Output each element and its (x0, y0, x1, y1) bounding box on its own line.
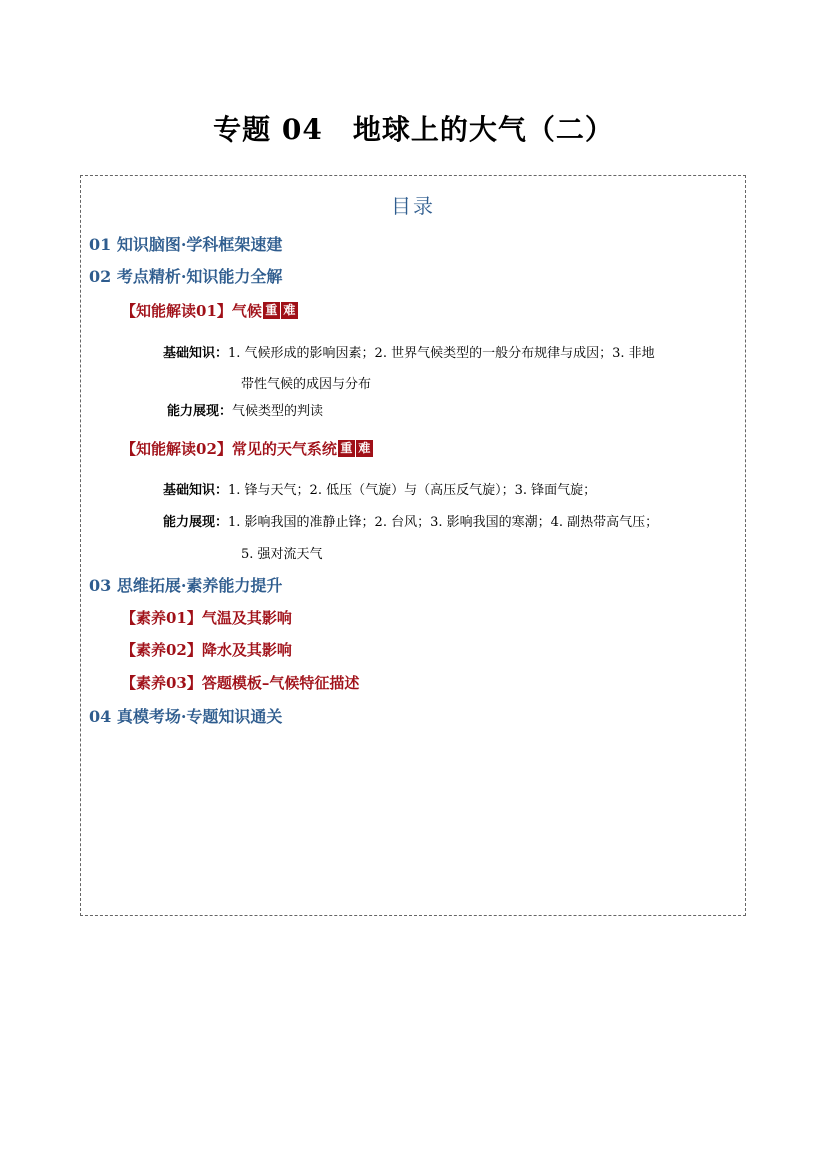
title-part-2: 地球上的大气（二） (352, 113, 614, 146)
knowledge-02-label: 【知能解读02】常见的天气系统 (121, 440, 337, 458)
knowledge-01-basic-cont: 带性气候的成因与分布 (241, 377, 372, 392)
key-point-badge: 重 (263, 302, 280, 319)
ability-label: 能力展现： (163, 515, 229, 530)
page-title (0, 108, 827, 148)
basic-knowledge-label: 基础知识： (163, 483, 229, 498)
knowledge-02-ability-cont: 5. 强对流天气 (241, 547, 323, 562)
toc-literacy-03[interactable]: 【素养03】答题模板–气候特征描述 (121, 674, 360, 692)
difficult-badge: 难 (281, 302, 298, 319)
toc-literacy-01[interactable]: 【素养01】气温及其影响 (121, 609, 292, 627)
toc-literacy-02[interactable]: 【素养02】降水及其影响 (121, 641, 292, 659)
basic-knowledge-text: 1. 锋与天气；2. 低压（气旋）与（高压反气旋）；3. 锋面气旋； (228, 483, 597, 498)
knowledge-02-basic (163, 479, 596, 498)
toc-section-04[interactable]: 04 真模考场·专题知识通关 (89, 707, 283, 726)
key-point-badge: 重 (338, 440, 355, 457)
basic-knowledge-label: 基础知识： (163, 346, 229, 361)
toc-section-01[interactable]: 01 知识脑图·学科框架速建 (89, 235, 283, 254)
toc-knowledge-01[interactable] (121, 300, 298, 321)
title-part-1: 专题 04 (213, 113, 323, 146)
knowledge-01-basic (163, 342, 655, 361)
knowledge-01-label: 【知能解读01】气候 (121, 302, 262, 320)
difficult-badge: 难 (356, 440, 373, 457)
basic-knowledge-text: 1. 气候形成的影响因素；2. 世界气候类型的一般分布规律与成因；3. 非地 (228, 346, 655, 361)
ability-text: 气候类型的判读 (232, 404, 324, 419)
toc-box (80, 175, 746, 916)
ability-text: 1. 影响我国的准静止锋；2. 台风；3. 影响我国的寒潮；4. 副热带高气压； (228, 515, 659, 530)
toc-section-03[interactable]: 03 思维拓展·素养能力提升 (89, 576, 283, 595)
toc-section-02[interactable]: 02 考点精析·知识能力全解 (89, 267, 283, 286)
knowledge-01-ability (167, 400, 323, 419)
ability-label: 能力展现： (167, 404, 233, 419)
toc-heading: 目录 (391, 194, 435, 218)
knowledge-02-ability (163, 511, 658, 530)
toc-knowledge-02[interactable] (121, 438, 373, 459)
